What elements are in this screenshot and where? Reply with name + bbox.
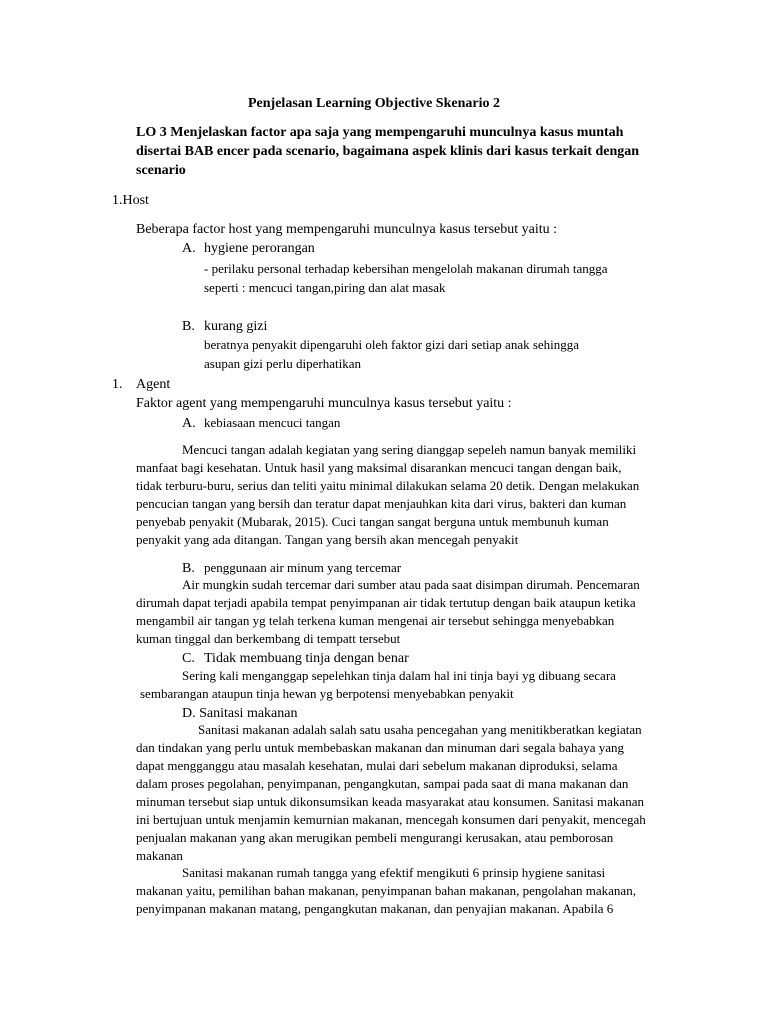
agent-d-title: D. Sanitasi makanan [182, 706, 298, 721]
paragraph-line: Sanitasi makanan adalah salah satu usaha pencegahan yang menitikberatkan kegiatan [198, 722, 642, 737]
page-title: Penjelasan Learning Objective Skenario 2 [248, 96, 500, 111]
paragraph-line: Sering kali menganggap sepelehkan tinja dalam hal ini tinja bayi yg dibuang secara [182, 668, 616, 683]
lo-line: disertai BAB encer pada scenario, bagaimana aspek klinis dari kasus terkait dengan [136, 144, 640, 159]
agent-intro: Faktor agent yang mempengaruhi munculnya kasus tersebut yaitu : [136, 396, 512, 411]
paragraph-line: Air mungkin sudah tercemar dari sumber atau pada saat disimpan dirumah. Pencemaran [182, 577, 640, 592]
host-b-text: asupan gizi perlu diperhatikan [204, 356, 362, 371]
host-a-text: - perilaku personal terhadap kebersihan mengelolah makanan dirumah tangga [204, 261, 608, 276]
paragraph-line: sembarangan ataupun tinja hewan yg berpotensi menyebabkan penyakit [140, 686, 514, 701]
paragraph-line: dan tindakan yang perlu untuk membebaskan makanan dan minuman dari segala bahaya yang [136, 740, 625, 755]
agent-c-title: Tidak membuang tinja dengan benar [204, 651, 409, 666]
paragraph-line: makanan [136, 848, 183, 863]
paragraph-line: penyebab penyakit (Mubarak, 2015). Cuci tangan sangat berguna untuk membunuh kuman [136, 514, 609, 529]
agent-b-title: penggunaan air minum yang tercemar [204, 560, 402, 575]
paragraph-line: penyakit yang ada ditangan. Tangan yang bersih akan mencegah penyakit [136, 532, 519, 547]
host-b-text: beratnya penyakit dipengaruhi oleh faktor gizi dari setiap anak sehingga [204, 337, 580, 352]
host-a-text: seperti : mencuci tangan,piring dan alat masak [204, 280, 446, 295]
list-marker: A. [182, 416, 196, 431]
agent-heading: Agent [136, 377, 171, 392]
paragraph-line: penjualan makanan yang akan merugikan pembeli mengurangi kerusakan, atau pemborosan [136, 830, 614, 845]
host-intro: Beberapa factor host yang mempengaruhi munculnya kasus tersebut yaitu : [136, 222, 558, 237]
list-marker: A. [182, 241, 196, 256]
list-marker: C. [182, 651, 195, 666]
paragraph-line: makanan yaitu, pemilihan bahan makanan, penyimpanan bahan makanan, pengolahan makanan, [136, 883, 636, 898]
paragraph-line: penyimpanan makanan matang, pengangkutan makanan, dan penyajian makanan. Apabila 6 [136, 901, 614, 916]
host-heading: 1.Host [112, 193, 149, 208]
paragraph-line: pencucian tangan yang bersih dan teratur dapat menjauhkan kita dari virus, bakteri dan kuman [136, 496, 627, 511]
paragraph-line: mengambil air tangan yg telah terkena kuman mengenai air tersebut sehingga menyebabkan [136, 613, 615, 628]
paragraph-line: dapat mengganggu atau masalah kesehatan, mulai dari sebelum makanan diproduksi, selama [136, 758, 618, 773]
lo-line: scenario [136, 163, 186, 178]
host-b-title: kurang gizi [204, 319, 268, 334]
paragraph-line: dirumah dapat terjadi apabila tempat penyimpanan air tidak tertutup dengan baik ataupun ketika [136, 595, 636, 610]
lo-line: LO 3 Menjelaskan factor apa saja yang mempengaruhi munculnya kasus muntah [136, 125, 624, 140]
host-a-title: hygiene perorangan [204, 241, 315, 256]
paragraph-line: Mencuci tangan adalah kegiatan yang sering dianggap sepeleh namun banyak memiliki [182, 442, 637, 457]
paragraph-line: dalam proses pegolahan, penyimpanan, pengangkutan, sampai pada saat di mana makanan dan [136, 776, 629, 791]
paragraph-line: ini bertujuan untuk menjamin kemurnian makanan, mencegah konsumen dari penyakit, mencegah [136, 812, 646, 827]
list-marker: B. [182, 561, 195, 576]
paragraph-line: tidak terburu-buru, serius dan teliti yaitu minimal dilakukan selama 20 detik. Dengan melakukan [136, 478, 640, 493]
paragraph-line: Sanitasi makanan rumah tangga yang efektif mengikuti 6 prinsip hygiene sanitasi [182, 865, 606, 880]
paragraph-line: kuman tinggal dan berkembang di tempatt tersebut [136, 631, 401, 646]
list-marker: B. [182, 319, 195, 334]
agent-a-title: kebiasaan mencuci tangan [204, 415, 341, 430]
paragraph-line: manfaat bagi kesehatan. Untuk hasil yang maksimal disarankan mencuci tangan dengan baik, [136, 460, 622, 475]
agent-number: 1. [112, 377, 123, 392]
paragraph-line: minuman tersebut siap untuk dikonsumsikan keada masyarakat atau konsumen. Sanitasi makanan [136, 794, 644, 809]
